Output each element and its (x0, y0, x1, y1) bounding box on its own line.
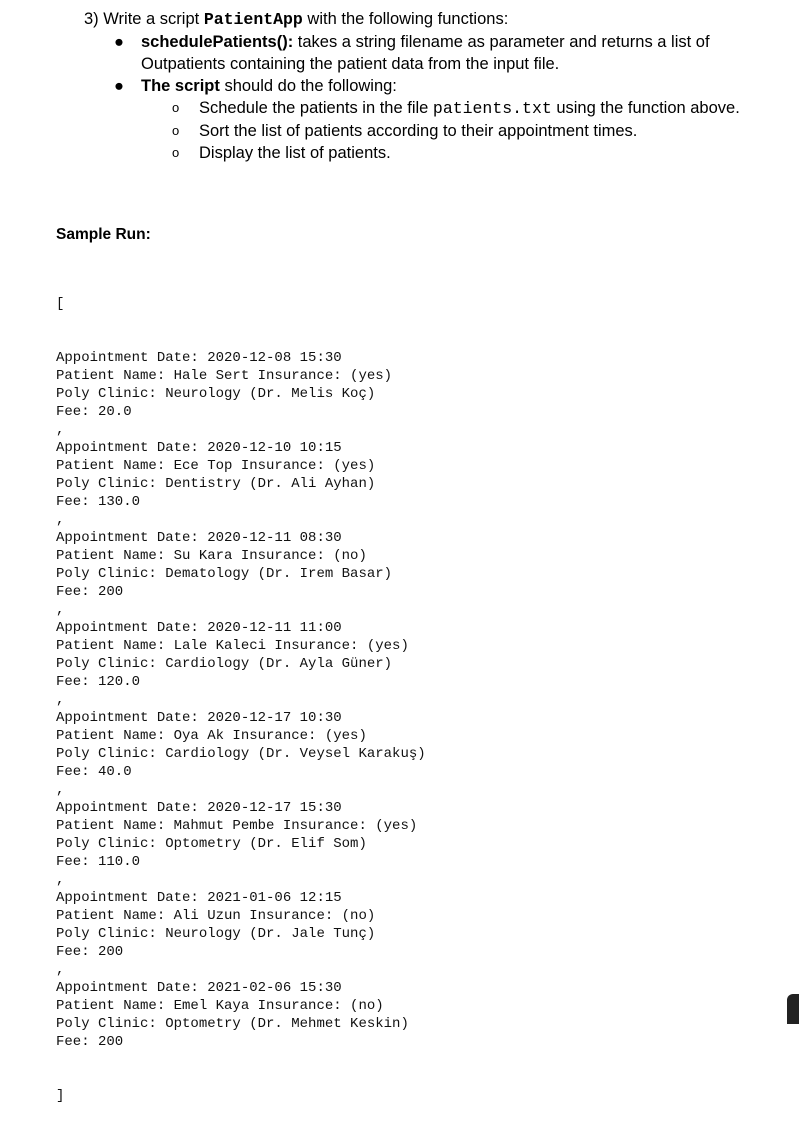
filename-code: patients.txt (432, 99, 552, 118)
circle-bullet-icon: o (172, 123, 180, 138)
record-fee-line: Fee: 120.0 (56, 674, 141, 690)
record-separator: , (56, 692, 65, 708)
record-clinic-line: Poly Clinic: Neurology (Dr. Melis Koç) (56, 386, 376, 402)
record-date-line: Appointment Date: 2020-12-11 11:00 (56, 620, 342, 636)
task-intro (84, 8, 784, 31)
bullet-schedule-patients (84, 31, 784, 75)
record-patient-line: Patient Name: Ali Uzun Insurance: (no) (56, 908, 376, 924)
record-patient-line: Patient Name: Su Kara Insurance: (no) (56, 548, 367, 564)
task-number: 3) (84, 10, 99, 28)
window-corner (787, 994, 799, 1024)
sub-bullet-before: Schedule the patients in the file (199, 99, 433, 117)
patient-record (56, 439, 426, 511)
record-patient-line: Patient Name: Mahmut Pembe Insurance: (yes) (56, 818, 418, 834)
record-date-line: Appointment Date: 2020-12-08 15:30 (56, 350, 342, 366)
task-intro-after: with the following functions: (302, 10, 509, 28)
record-clinic-line: Poly Clinic: Cardiology (Dr. Veysel Karakuş) (56, 746, 426, 762)
record-fee-line: Fee: 200 (56, 944, 124, 960)
record-separator: , (56, 602, 65, 618)
task-intro-before: Write a script (103, 10, 204, 28)
bullet-dot-icon: ● (114, 77, 124, 95)
record-fee-line: Fee: 20.0 (56, 404, 132, 420)
record-separator: , (56, 512, 65, 528)
record-patient-line: Patient Name: Oya Ak Insurance: (yes) (56, 728, 367, 744)
patient-record (56, 889, 426, 961)
bullet-bold: schedulePatients(): (141, 33, 294, 51)
patient-record (56, 799, 426, 871)
bullet-script (84, 75, 784, 97)
bullet-text: takes a string filename as parameter and returns a list of (293, 33, 710, 51)
open-bracket: [ (56, 296, 65, 312)
sub-bullet-sort (84, 120, 759, 142)
record-date-line: Appointment Date: 2020-12-10 10:15 (56, 440, 342, 456)
patient-record (56, 619, 426, 691)
record-date-line: Appointment Date: 2020-12-17 15:30 (56, 800, 342, 816)
bullet-bold: The script (141, 77, 220, 95)
record-clinic-line: Poly Clinic: Optometry (Dr. Elif Som) (56, 836, 367, 852)
sub-bullet-text: Sort the list of patients according to their appointment times. (199, 122, 638, 140)
sample-run-heading: Sample Run: (56, 226, 151, 243)
patient-record (56, 709, 426, 781)
record-fee-line: Fee: 130.0 (56, 494, 141, 510)
bullet-continuation: Outpatients containing the patient data from the input file. (141, 55, 560, 73)
sub-bullet-after: using the function above. (551, 99, 740, 117)
patient-record (56, 979, 426, 1051)
record-clinic-line: Poly Clinic: Optometry (Dr. Mehmet Keskin) (56, 1016, 409, 1032)
close-bracket: ] (56, 1088, 65, 1104)
record-separator: , (56, 872, 65, 888)
record-clinic-line: Poly Clinic: Dematology (Dr. Irem Basar) (56, 566, 393, 582)
task-description (84, 8, 784, 164)
class-name-code: PatientApp (203, 10, 303, 29)
sub-bullet-display (84, 142, 759, 164)
record-date-line: Appointment Date: 2020-12-17 10:30 (56, 710, 342, 726)
record-date-line: Appointment Date: 2020-12-11 08:30 (56, 530, 342, 546)
record-date-line: Appointment Date: 2021-01-06 12:15 (56, 890, 342, 906)
circle-bullet-icon: o (172, 145, 180, 160)
patient-record (56, 349, 426, 421)
record-clinic-line: Poly Clinic: Dentistry (Dr. Ali Ayhan) (56, 476, 376, 492)
bullet-text: should do the following: (219, 77, 397, 95)
record-date-line: Appointment Date: 2021-02-06 15:30 (56, 980, 342, 996)
record-clinic-line: Poly Clinic: Neurology (Dr. Jale Tunç) (56, 926, 376, 942)
record-fee-line: Fee: 40.0 (56, 764, 132, 780)
sample-run-output (56, 259, 426, 1123)
record-separator: , (56, 422, 65, 438)
circle-bullet-icon: o (172, 100, 180, 115)
record-patient-line: Patient Name: Hale Sert Insurance: (yes) (56, 368, 393, 384)
record-fee-line: Fee: 200 (56, 584, 124, 600)
patient-record (56, 529, 426, 601)
record-clinic-line: Poly Clinic: Cardiology (Dr. Ayla Güner) (56, 656, 393, 672)
sub-bullet-text: Display the list of patients. (199, 144, 391, 162)
record-fee-line: Fee: 110.0 (56, 854, 141, 870)
record-patient-line: Patient Name: Ece Top Insurance: (yes) (56, 458, 376, 474)
record-patient-line: Patient Name: Emel Kaya Insurance: (no) (56, 998, 384, 1014)
record-patient-line: Patient Name: Lale Kaleci Insurance: (yes) (56, 638, 409, 654)
bullet-dot-icon: ● (114, 33, 124, 51)
record-separator: , (56, 782, 65, 798)
record-fee-line: Fee: 200 (56, 1034, 124, 1050)
record-separator: , (56, 962, 65, 978)
records-list (56, 349, 426, 1051)
sub-bullet-schedule (84, 97, 759, 120)
